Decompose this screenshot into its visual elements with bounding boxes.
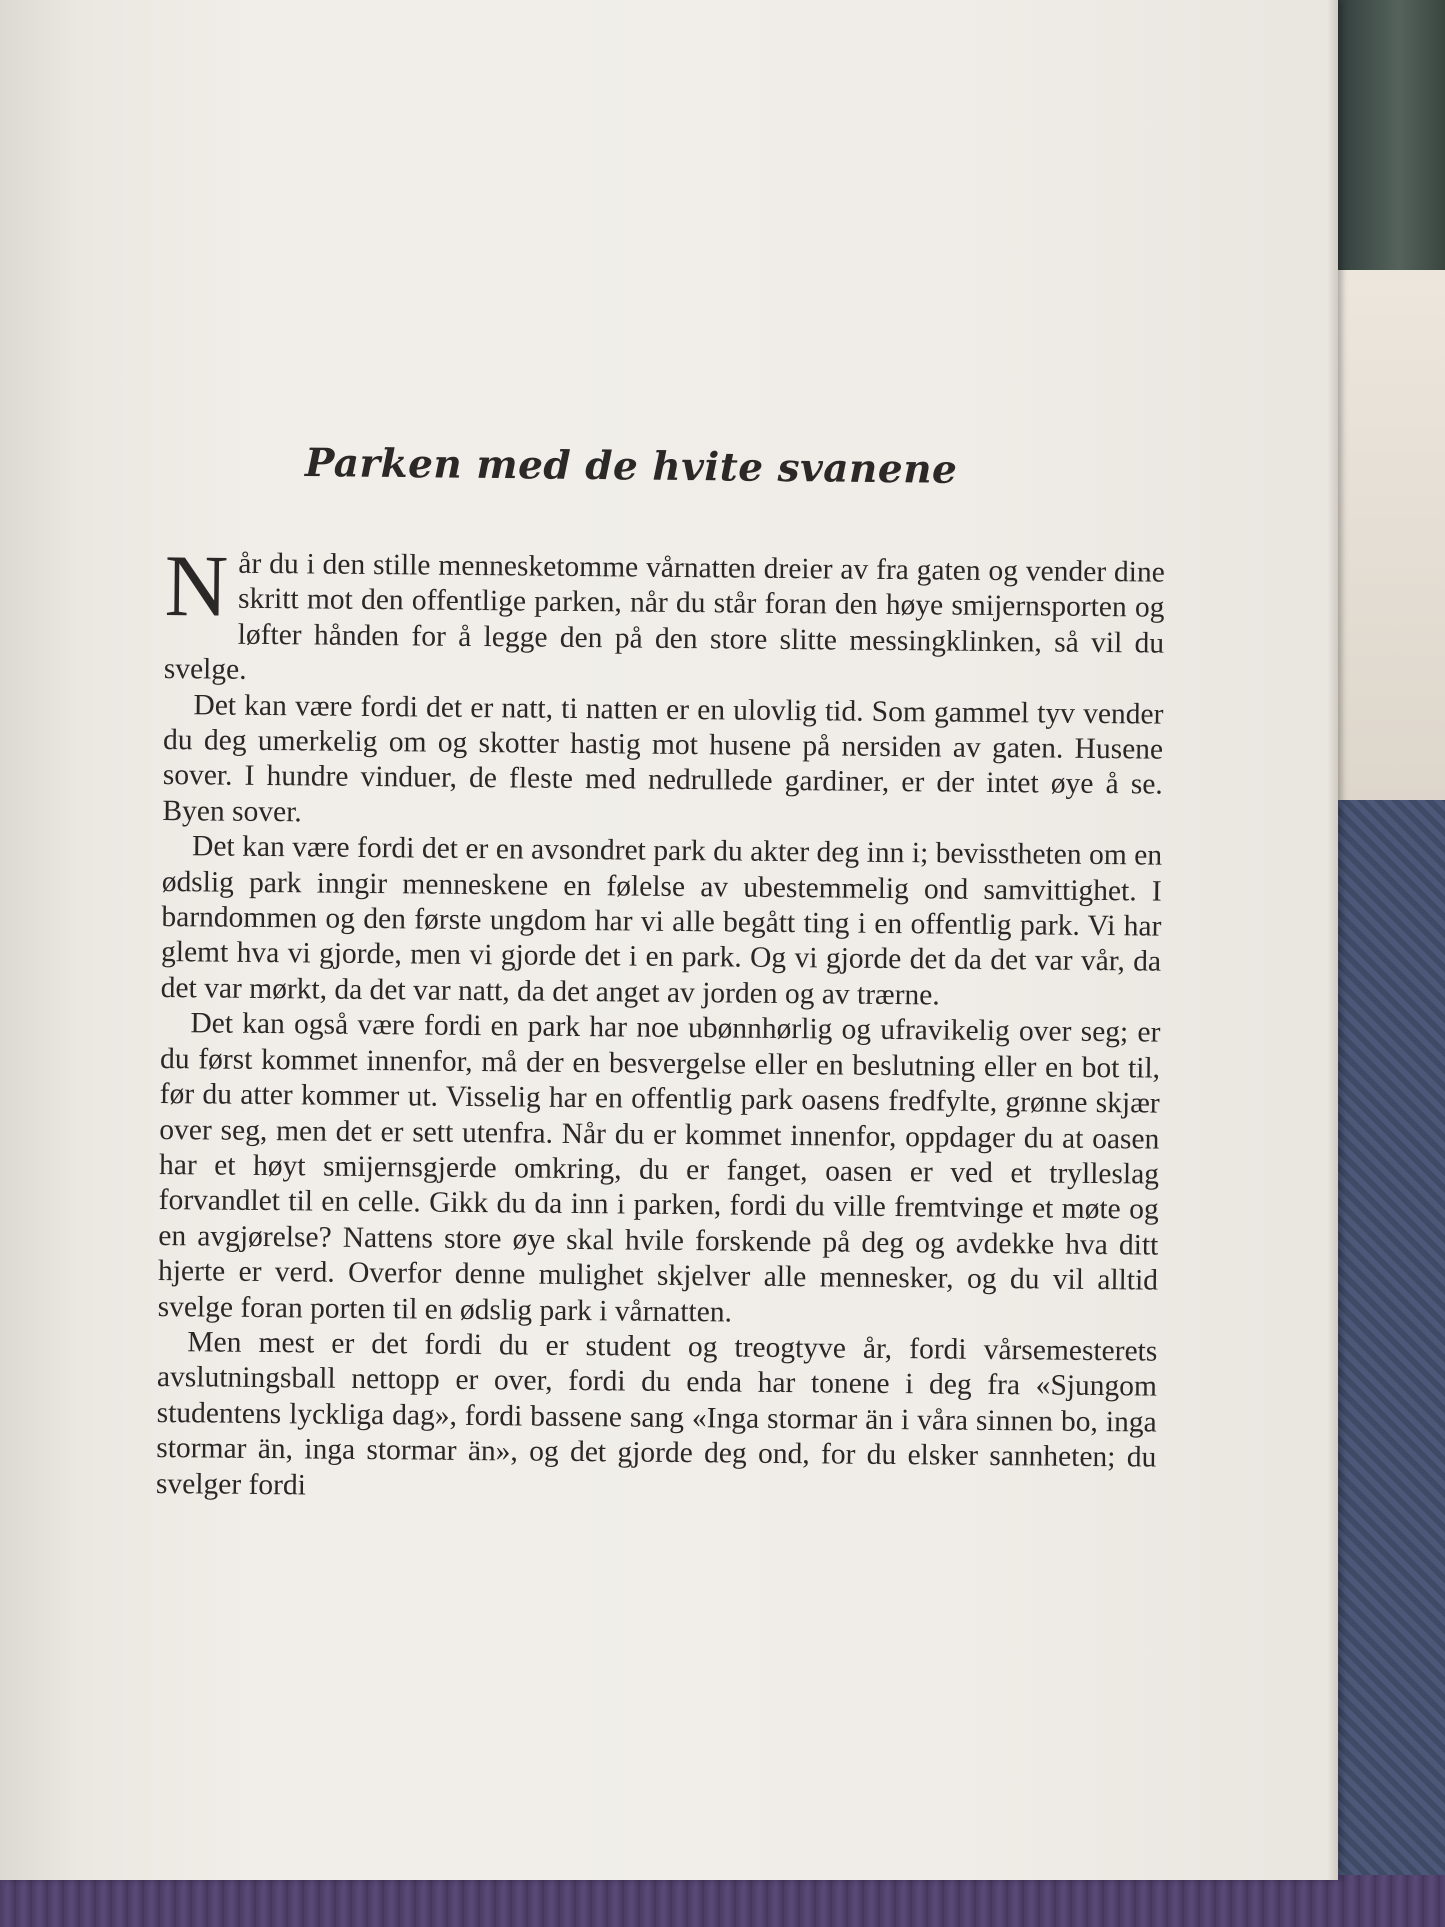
- paragraph-1-text: år du i den stille mennesketomme vårnatten dreier av fra gaten og vender dine skritt mot den offentlige parken, når du står foran den høye smijernsporten og løfter hånden for å legge den på den store slitte messingklinken, så vil du svelge.: [163, 547, 1165, 687]
- chapter-title: Parken med de hvite svanene: [304, 440, 958, 493]
- page-content: [155, 440, 1165, 1502]
- paragraph-2: Det kan være fordi det er natt, ti natten er en ulovlig tid. Som gammel tyv vender du deg umerkelig om og skotter hastig mot husene på nersiden av gaten. Husene sover. I hundre vinduer, de fleste med nedrullede gardiner, er der intet øye å se. Byen sover.: [162, 688, 1164, 829]
- paragraph-3: Det kan være fordi det er en avsondret park du akter deg inn i; bevisstheten om en ødslig park inngir menneskene en følelse av ubestemmelig ond samvittighet. I barndommen og den første ungdom har vi alle begått ting i en offentlig park. Vi har glemt hva vi gjorde, men vi gjorde det i en park. Og vi gjorde det da det var vår, da det var mørkt, da det var natt, da det anget av jorden og av trærne.: [160, 830, 1163, 1012]
- paragraph-4: Det kan også være fordi en park har noe ubønnhørlig og ufravikelig over seg; er du først kommet innenfor, må der en besvergelse eller en beslutning eller en bot til, før du atter kommer ut. Visselig har en offentlig park oasens fredfylte, grønne skjær over seg, men det er sett utenfra. Når du er kommet innenfor, oppdager du at oasen har et høyt smijernsgjerde omkring, du er fanget, oasen er ved et trylleslag forvandlet til en celle. Gikk du da inn i parken, fordi du ville fremtvinge et møte og en avgjørelse? Nattens store øye skal hvile forskende på deg og avdekke hva ditt hjerte er verd. Overfor denne mulighet skjelver alle mennesker, og du vil alltid svelge foran porten til en ødslig park i vårnatten.: [157, 1007, 1161, 1329]
- body-text: [155, 538, 1165, 1512]
- background-shelf-top: [1330, 0, 1445, 275]
- background-shelf: [1320, 270, 1445, 810]
- paragraph-1: [163, 538, 1165, 697]
- paragraph-5: Men mest er det fordi du er student og treogtyve år, fordi vårsemesterets avslutningsball nettopp er over, fordi du enda har tonene i deg fra «Sjungom studentens lyckliga dag», fordi bassene sang «Inga stormar än i våra sinnen bo, inga stormar än, inga stormar än», og det gjorde deg ond, for du elsker sannheten; du svelger fordi: [155, 1326, 1158, 1501]
- book-cover-edge: [0, 1875, 1445, 1927]
- page-edge: [1328, 0, 1338, 1880]
- drop-cap: N: [164, 538, 229, 636]
- background-fabric: [1330, 800, 1445, 1927]
